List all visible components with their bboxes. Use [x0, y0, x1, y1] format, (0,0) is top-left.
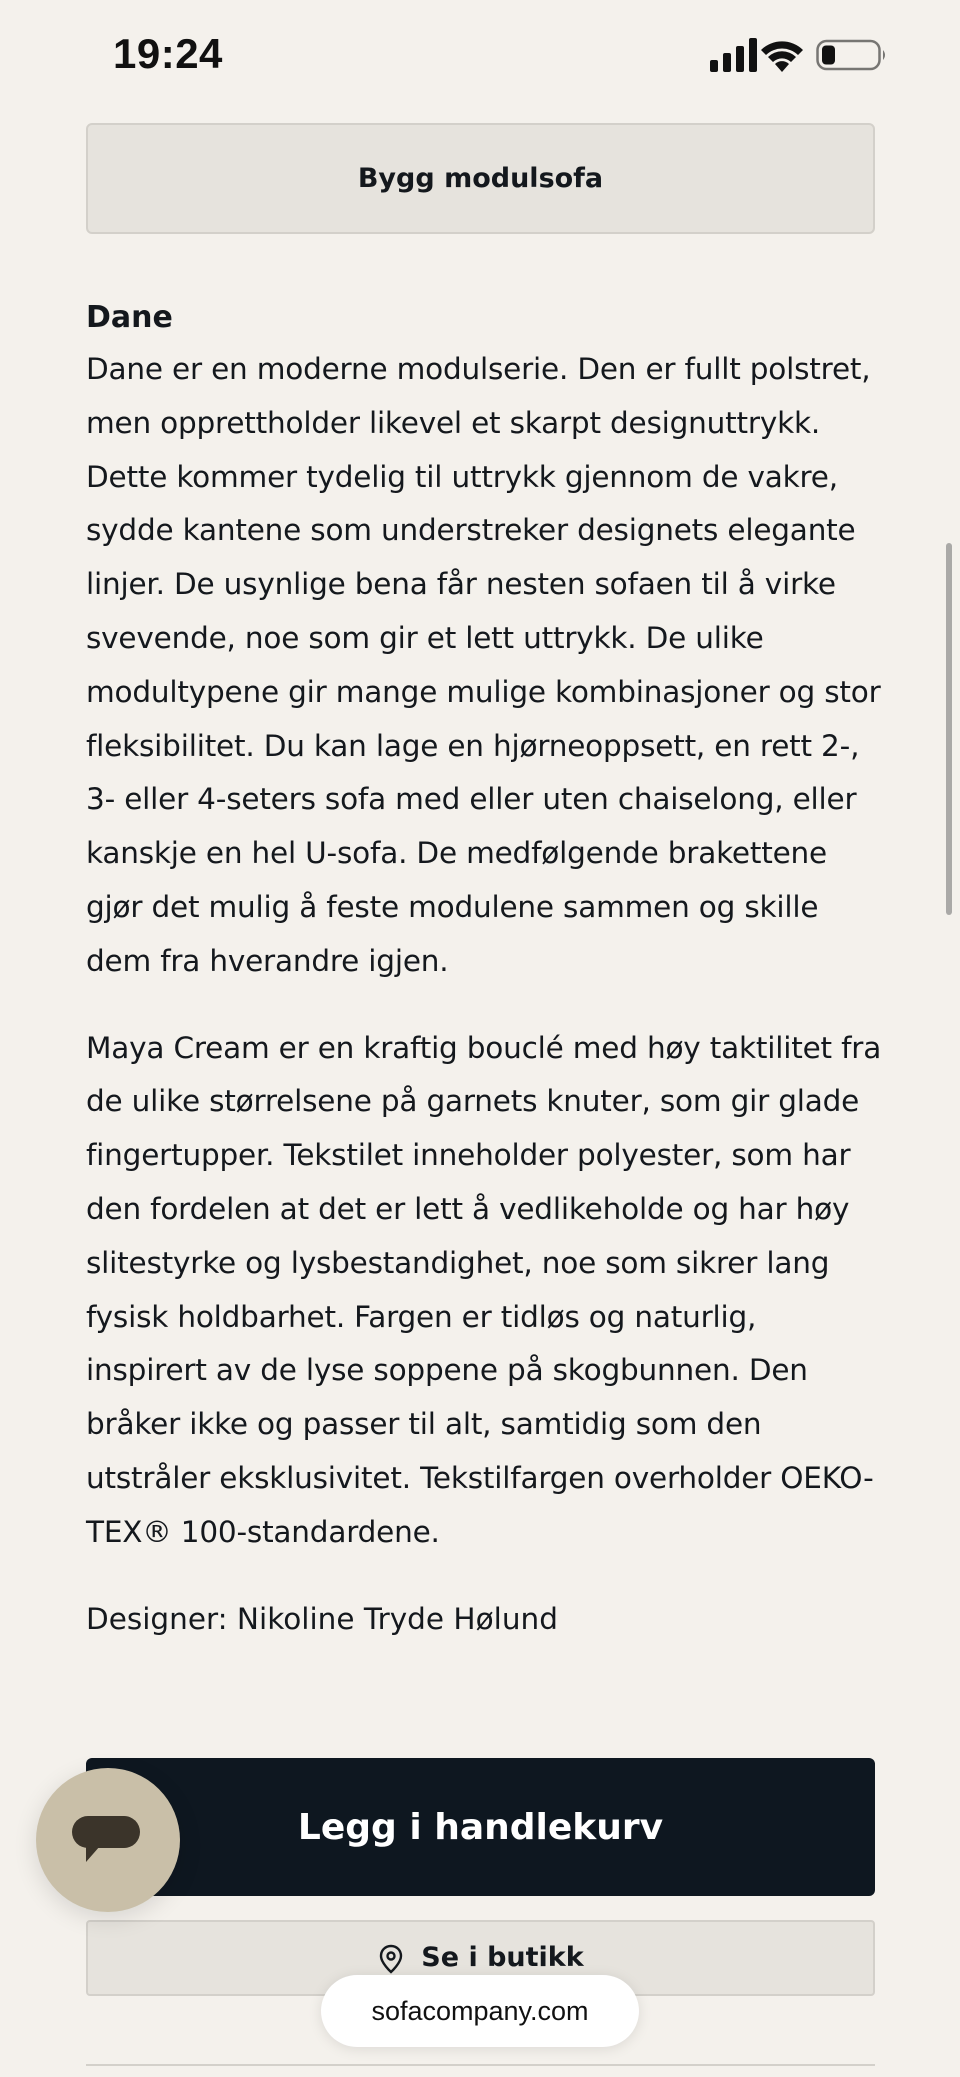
chat-button[interactable] [36, 1768, 180, 1912]
browser-url-text: sofacompany.com [371, 1995, 589, 2026]
add-to-cart-label: Legg i handlekurv [297, 1806, 664, 1848]
build-modular-sofa-label: Bygg modulsofa [357, 163, 604, 194]
description-paragraph-2: Maya Cream er en kraftig bouclé med høy taktilitet fra de ulike størrelsene på garnets knuter, som gir glade fingertupper. Tekstilet inneholder polyester, som har den fordelen at det er lett å vedlikeholde og har høy slitestyrke og lysbestandighet, noe som sikrer lang fysisk holdbarhet. Fargen er tidløs og naturlig, inspirert av de lyse soppene på skogbunnen. Den bråker ikke og passer til alt, samtidig som den utstråler eksklusivitet. Tekstilfargen overholder OEKO-TEX® 100-standardene. [86, 1030, 882, 1549]
designer-credit: Designer: Nikoline Tryde Hølund [86, 1601, 558, 1636]
status-bar [0, 0, 960, 115]
map-pin-icon [377, 1944, 405, 1974]
wifi-icon [760, 38, 804, 72]
chat-bubble-icon [72, 1816, 144, 1872]
see-in-store-label: Se i butikk [421, 1942, 584, 1973]
divider [86, 2064, 875, 2066]
build-modular-sofa-button[interactable] [86, 123, 875, 234]
signal-icon [710, 38, 760, 72]
scrollbar[interactable] [946, 543, 952, 915]
status-time: 19:24 [113, 30, 223, 77]
battery-icon [816, 38, 888, 72]
description-paragraph-1: Dane er en moderne modulserie. Den er fullt polstret, men opprettholder likevel et skarpt designuttrykk. Dette kommer tydelig til uttrykk gjennom de vakre, sydde kantene som understreker designets elegante linjer. De usynlige bena får nesten sofaen til å virke svevende, noe som gir et lett uttrykk. De ulike modultypene gir mange mulige kombinasjoner og stor fleksibilitet. Du kan lage en hjørneoppsett, en rett 2-, 3- eller 4-seters sofa med eller uten chaiselong, eller kanskje en hel U-sofa. De medfølgende brakettene gjør det mulig å feste modulene sammen og skille dem fra hverandre igjen. [86, 352, 881, 978]
browser-url-bar[interactable] [321, 1975, 639, 2047]
product-description [86, 293, 886, 1646]
description-title: Dane [86, 300, 173, 335]
add-to-cart-button[interactable] [86, 1758, 875, 1896]
